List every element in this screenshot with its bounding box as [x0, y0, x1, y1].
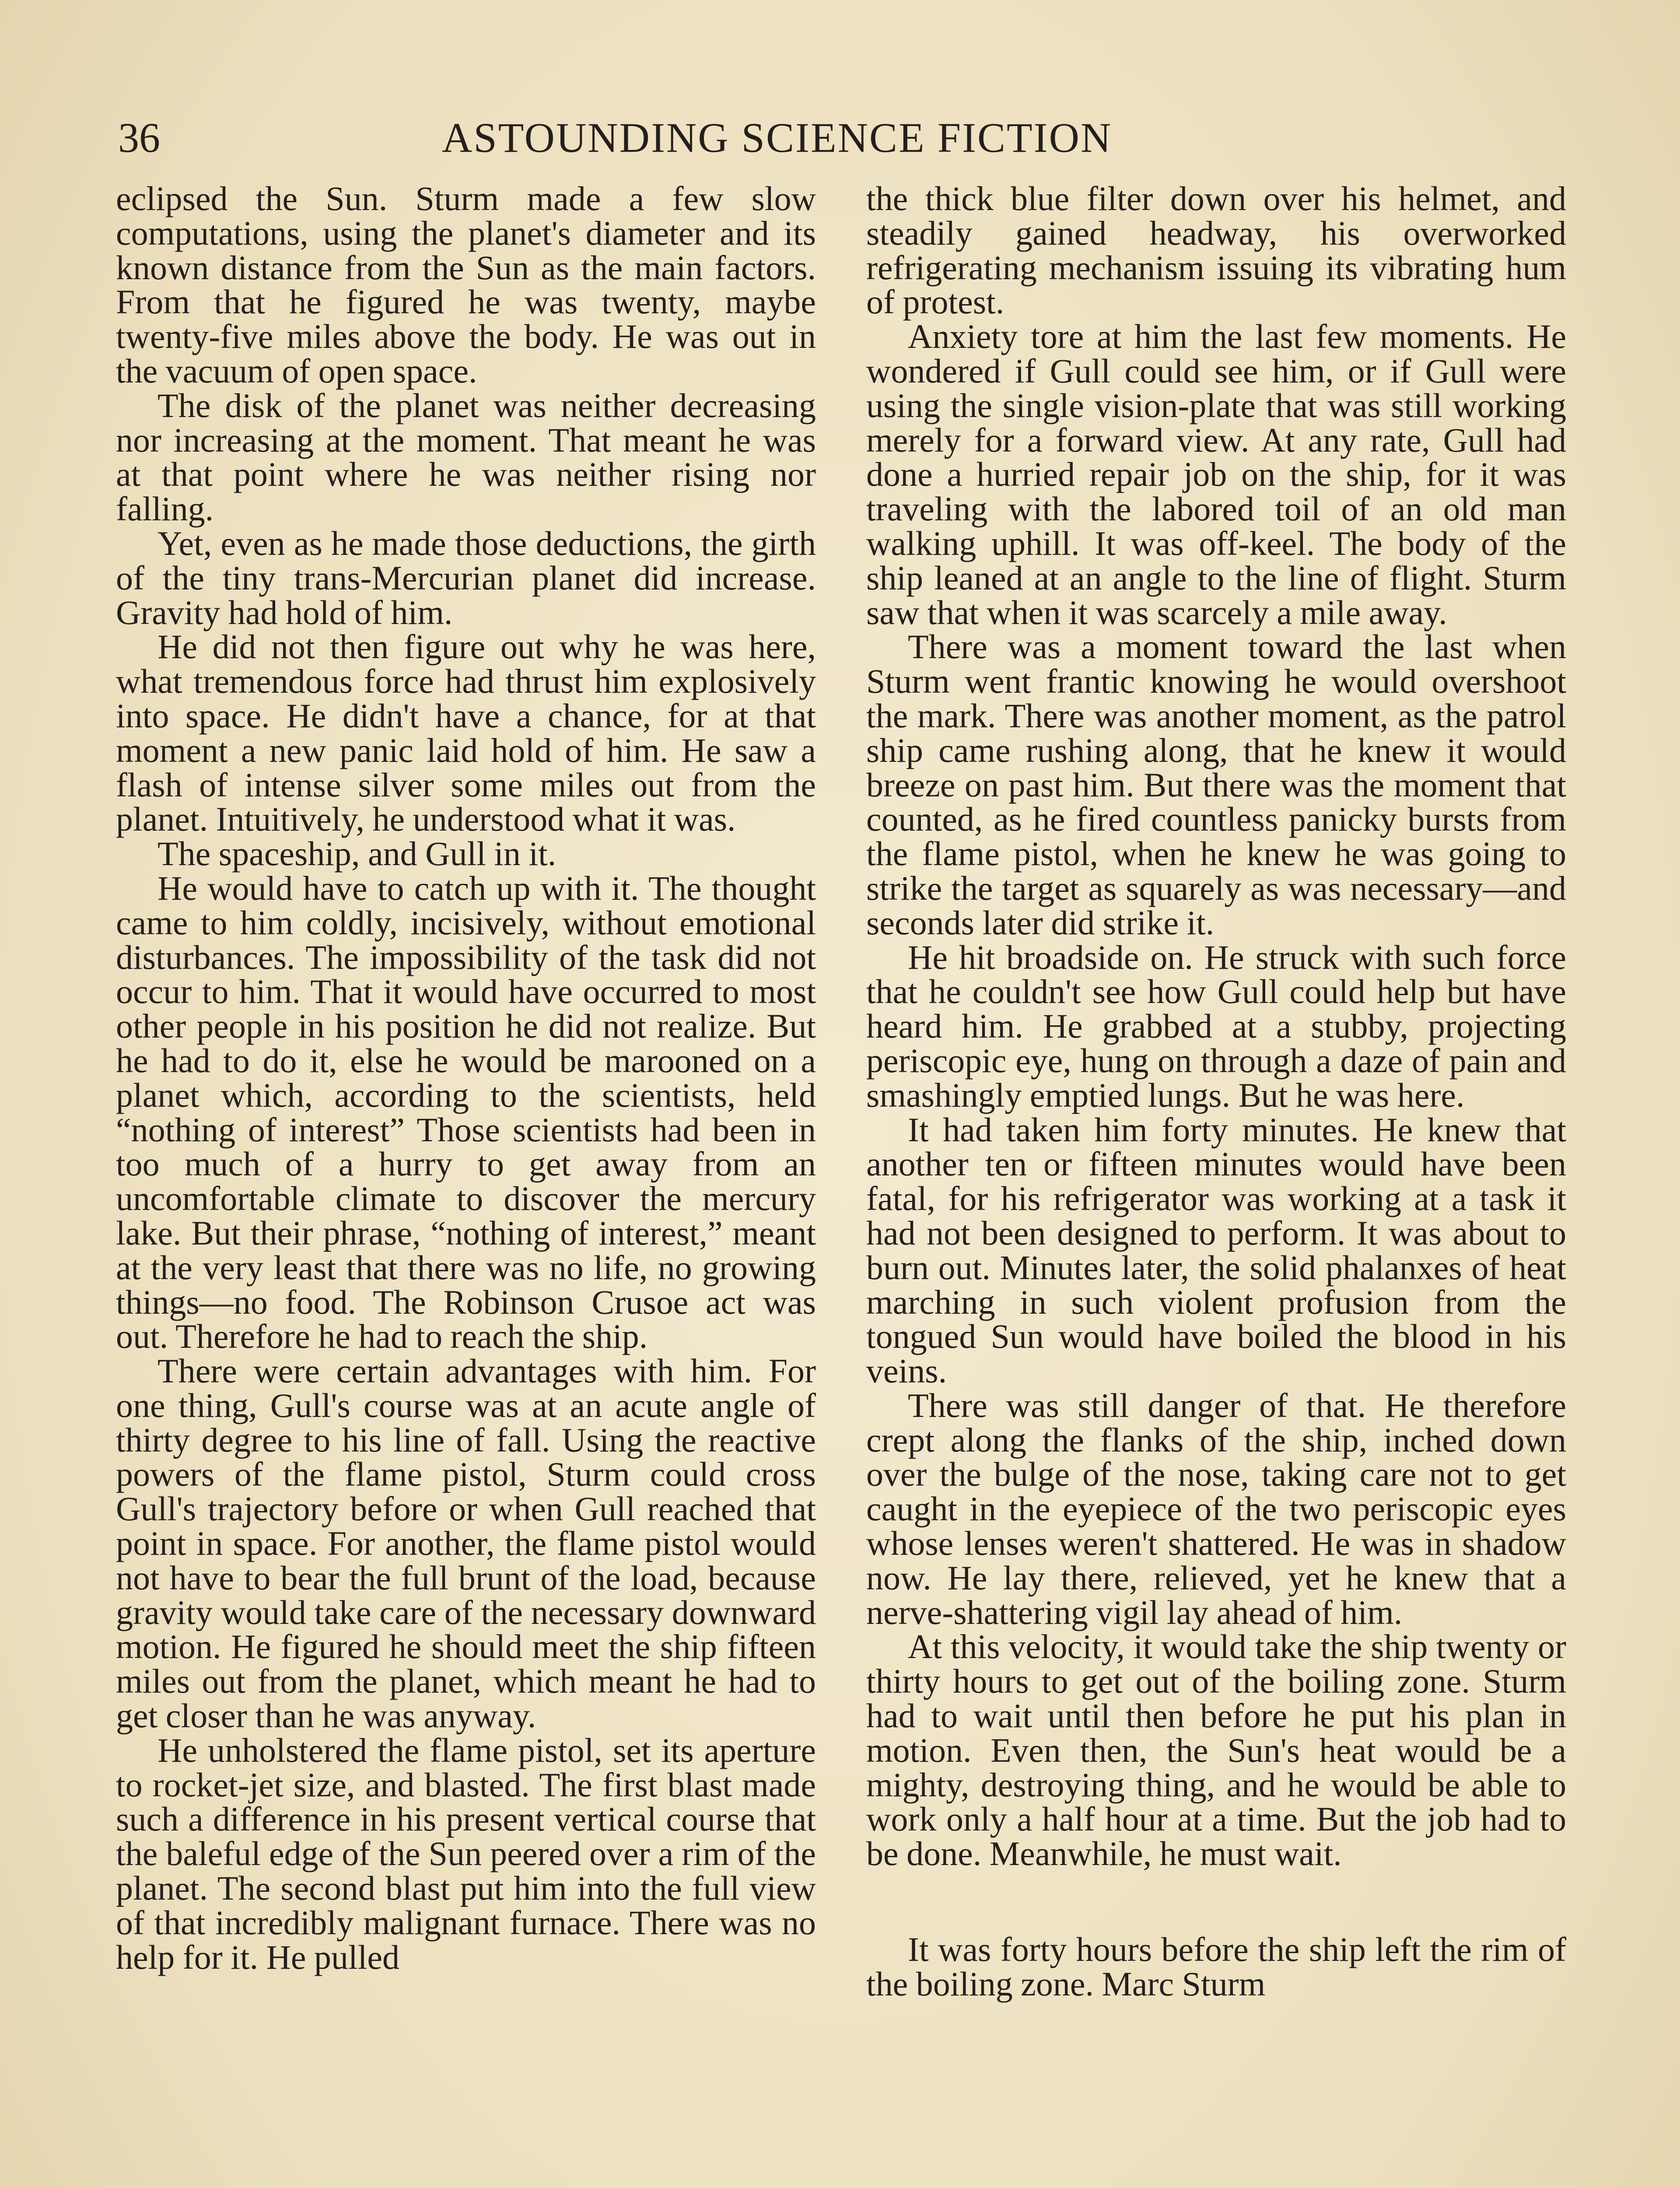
paragraph: Yet, even as he made those deductions, the girth of the tiny trans-Mercurian planet did increase. Gravity had hold of him. [116, 524, 816, 631]
paragraph: At this velocity, it would take the ship twenty or thirty hours to get out of the boiling zone. Sturm had to wait until then before he put his plan in motion. Even then, the Sun's heat would be a mighty, destroying thing, and he would be able to work only a half hour at a time. But the job had to be done. Meanwhile, he must wait. [866, 1627, 1566, 1873]
paragraph: It had taken him forty minutes. He knew that another ten or fifteen minutes would have been fatal, for his refrigerator was working at a task it had not been designed to perform. It was about to burn out. Minutes later, the solid phalanxes of heat marching in such violent profusion from the tongued Sun would have boiled the blood in his veins. [866, 1110, 1566, 1390]
paragraph: He would have to catch up with it. The thought came to him coldly, incisively, without emotional disturbances. The impossibility of the task did not occur to him. That it would have occurred to most other people in his position he did not realize. But he had to do it, else he would be marooned on a planet which, according to the scientists, held “nothing of interest” Those scientists had been in too much of a hurry to get away from an uncomfortable climate to discover the mercury lake. But their phrase, “nothing of interest,” meant at the very least that there was no life, no growing things—no food. The Robinson Crusoe act was out. Therefore he had to reach the ship. [116, 869, 816, 1356]
paragraph: There were certain advantages with him. For one thing, Gull's course was at an acute angle of thirty degree to his line of fall. Using the reactive powers of the flame pistol, Sturm could cross Gull's trajectory before or when Gull reached that point in space. For another, the flame pistol would not have to bear the full brunt of the load, because gravity would take care of the necessary downward motion. He figured he should meet the ship fifteen miles out from the planet, which meant he had to get closer than he was anyway. [116, 1352, 816, 1735]
running-head: ASTOUNDING SCIENCE FICTION [442, 114, 1113, 161]
paragraph: There was a moment toward the last when Sturm went frantic knowing he would overshoot the mark. There was another moment, as the patrol ship came rushing along, that he knew it would breeze on past him. But there was the moment that counted, as he fired countless panicky bursts from the flame pistol, when he knew he was going to strike the target as squarely as was necessary—and seconds later did strike it. [866, 628, 1566, 942]
page-header [118, 105, 1374, 171]
left-column [116, 179, 816, 1976]
paragraph: The disk of the planet was neither decreasing nor increasing at the moment. That meant he was at that point where he was neither rising nor falling. [116, 386, 816, 528]
paragraph: The spaceship, and Gull in it. [158, 835, 556, 873]
paragraph: the thick blue filter down over his helmet, and steadily gained headway, his overworked refrigerating mechanism issuing its vibrating hum of protest. [866, 179, 1566, 321]
right-column [866, 179, 1566, 2003]
paragraph: He did not then figure out why he was here, what tremendous force had thrust him explosively into space. He didn't have a chance, for at that moment a new panic laid hold of him. He saw a flash of intense silver some miles out from the planet. Intuitively, he understood what it was. [116, 628, 816, 838]
page-number: 36 [118, 114, 160, 161]
paragraph: There was still danger of that. He therefore crept along the flanks of the ship, inched down over the bulge of the nose, taking care not to get caught in the eyepiece of the two periscopic eyes whose lenses weren't shattered. He was in shadow now. He lay there, relieved, yet he knew that a nerve-shattering vigil lay ahead of him. [866, 1386, 1566, 1631]
paragraph: He unholstered the flame pistol, set its aperture to rocket-jet size, and blasted. The first blast made such a difference in his present vertical course that the baleful edge of the Sun peered over a rim of the planet. The second blast put him into the full view of that incredibly malignant furnace. There was no help for it. He pulled [116, 1731, 816, 1976]
paragraph: eclipsed the Sun. Sturm made a few slow computations, using the planet's diameter and its known distance from the Sun as the main factors. From that he figured he was twenty, maybe twenty-five miles above the body. He was out in the vacuum of open space. [116, 179, 816, 390]
paragraph: Anxiety tore at him the last few moments. He wondered if Gull could see him, or if Gull were using the single vision-plate that was still working merely for a forward view. At any rate, Gull had done a hurried repair job on the ship, for it was traveling with the labored toil of an old man walking uphill. It was off-keel. The body of the ship leaned at an angle to the line of flight. Sturm saw that when it was scarcely a mile away. [866, 317, 1566, 631]
paragraph: He hit broadside on. He struck with such force that he couldn't see how Gull could help but have heard him. He grabbed at a stubby, projecting periscopic eye, hung on through a daze of pain and smashingly emptied lungs. But he was here. [866, 938, 1566, 1114]
paragraph-after-break: It was forty hours before the ship left the rim of the boiling zone. Marc Sturm [866, 1930, 1566, 2003]
